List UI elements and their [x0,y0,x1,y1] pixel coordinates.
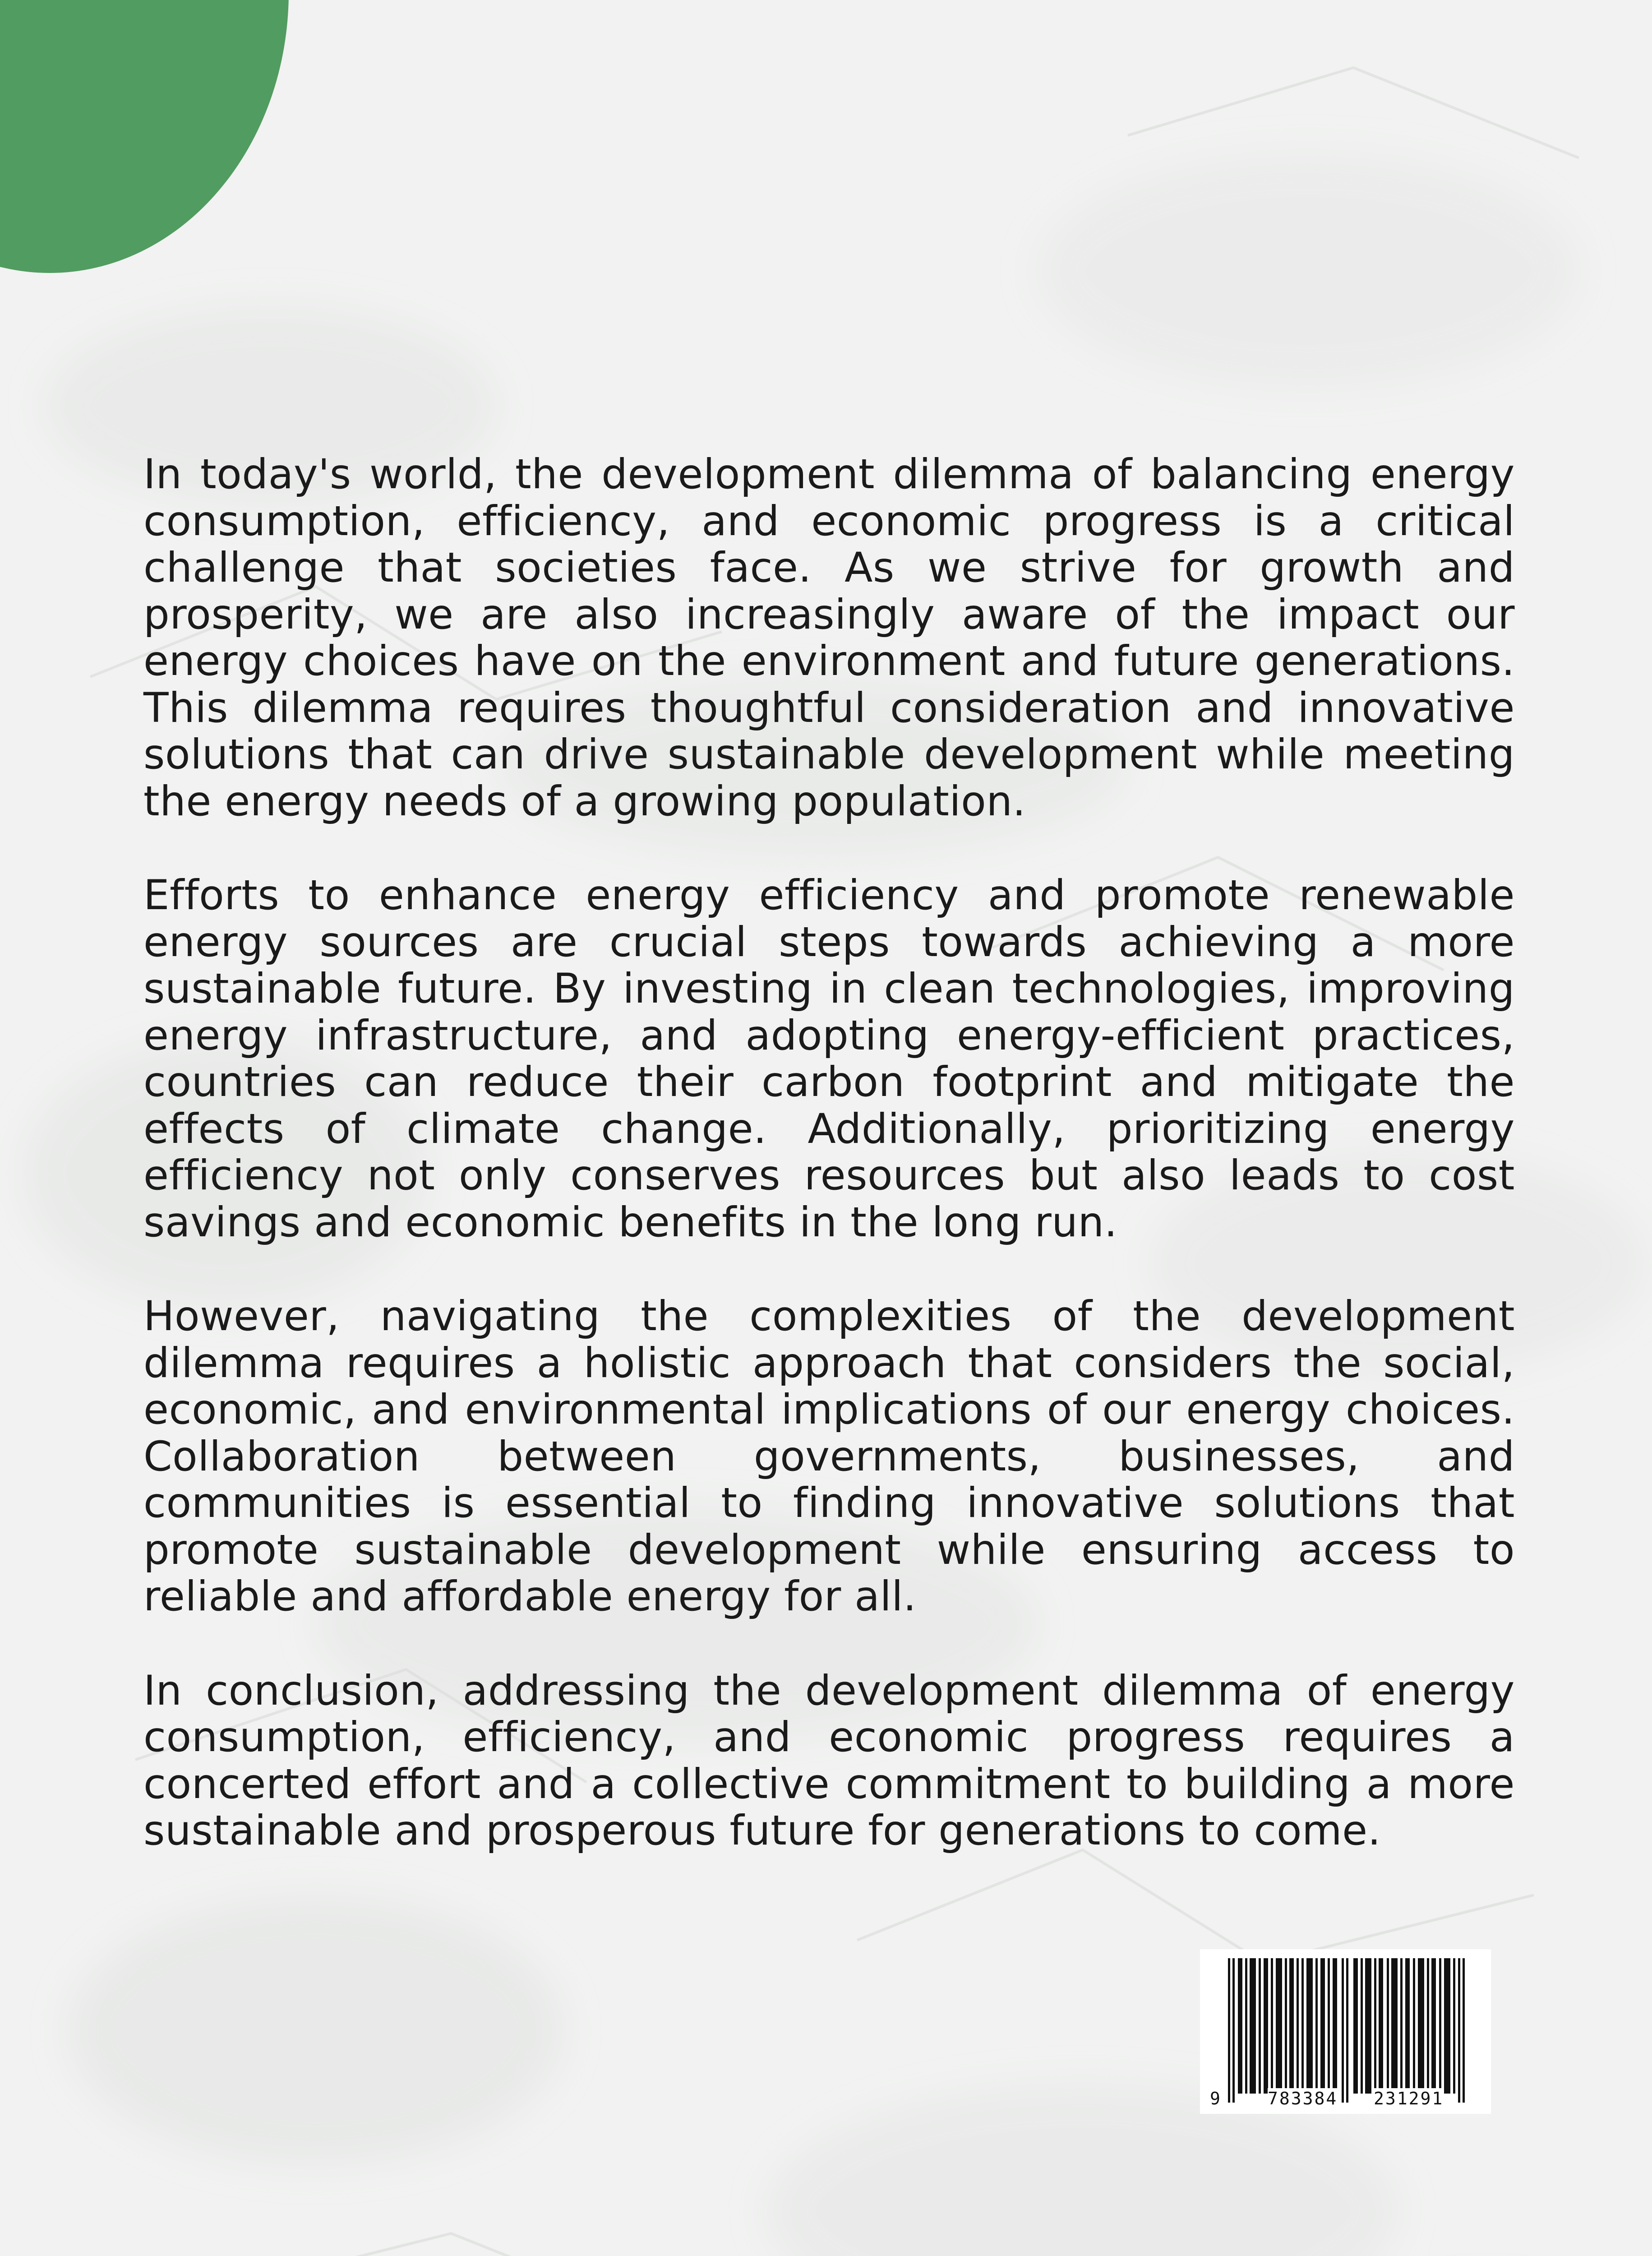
barcode-right-digits: 231291 [1374,2089,1444,2108]
barcode-left-digits: 783384 [1268,2089,1338,2108]
paragraph-3: However, navigating the complexities of the development dilemma requires a holistic approach that considers the social, economic, and environmental implications of our energy choices. Collaboration between governments, businesses, and communities is essential to finding innovative solutions that promote sustainable development while ensuring access to reliable and affordable energy for all. [143,1293,1515,1620]
isbn-barcode [1200,1949,1491,2114]
back-cover-blurb [143,451,1515,1902]
paragraph-2: Efforts to enhance energy efficiency and promote renewable energy sources are crucial steps towards achieving a more sustainable future. By investing in clean technologies, improving energy infrastructure, and adopting energy-efficient practices, countries can reduce their carbon footprint and mitigate the effects of climate change. Additionally, prioritizing energy efficiency not only conserves resources but also leads to cost savings and economic benefits in the long run. [143,872,1515,1246]
barcode-bars [1200,1949,1491,2114]
paragraph-1: In today's world, the development dilemma of balancing energy consumption, efficiency, and economic progress is a critical challenge that societies face. As we strive for growth and prosperity, we are also increasingly aware of the impact our energy choices have on the environment and future generations. This dilemma requires thoughtful consideration and innovative solutions that can drive sustainable development while meeting the energy needs of a growing population. [143,451,1515,825]
paragraph-4: In conclusion, addressing the development dilemma of energy consumption, efficiency, and economic progress requires a concerted effort and a collective commitment to building a more sustainable and prosperous future for generations to come. [143,1667,1515,1854]
barcode-first-digit: 9 [1210,2089,1220,2108]
